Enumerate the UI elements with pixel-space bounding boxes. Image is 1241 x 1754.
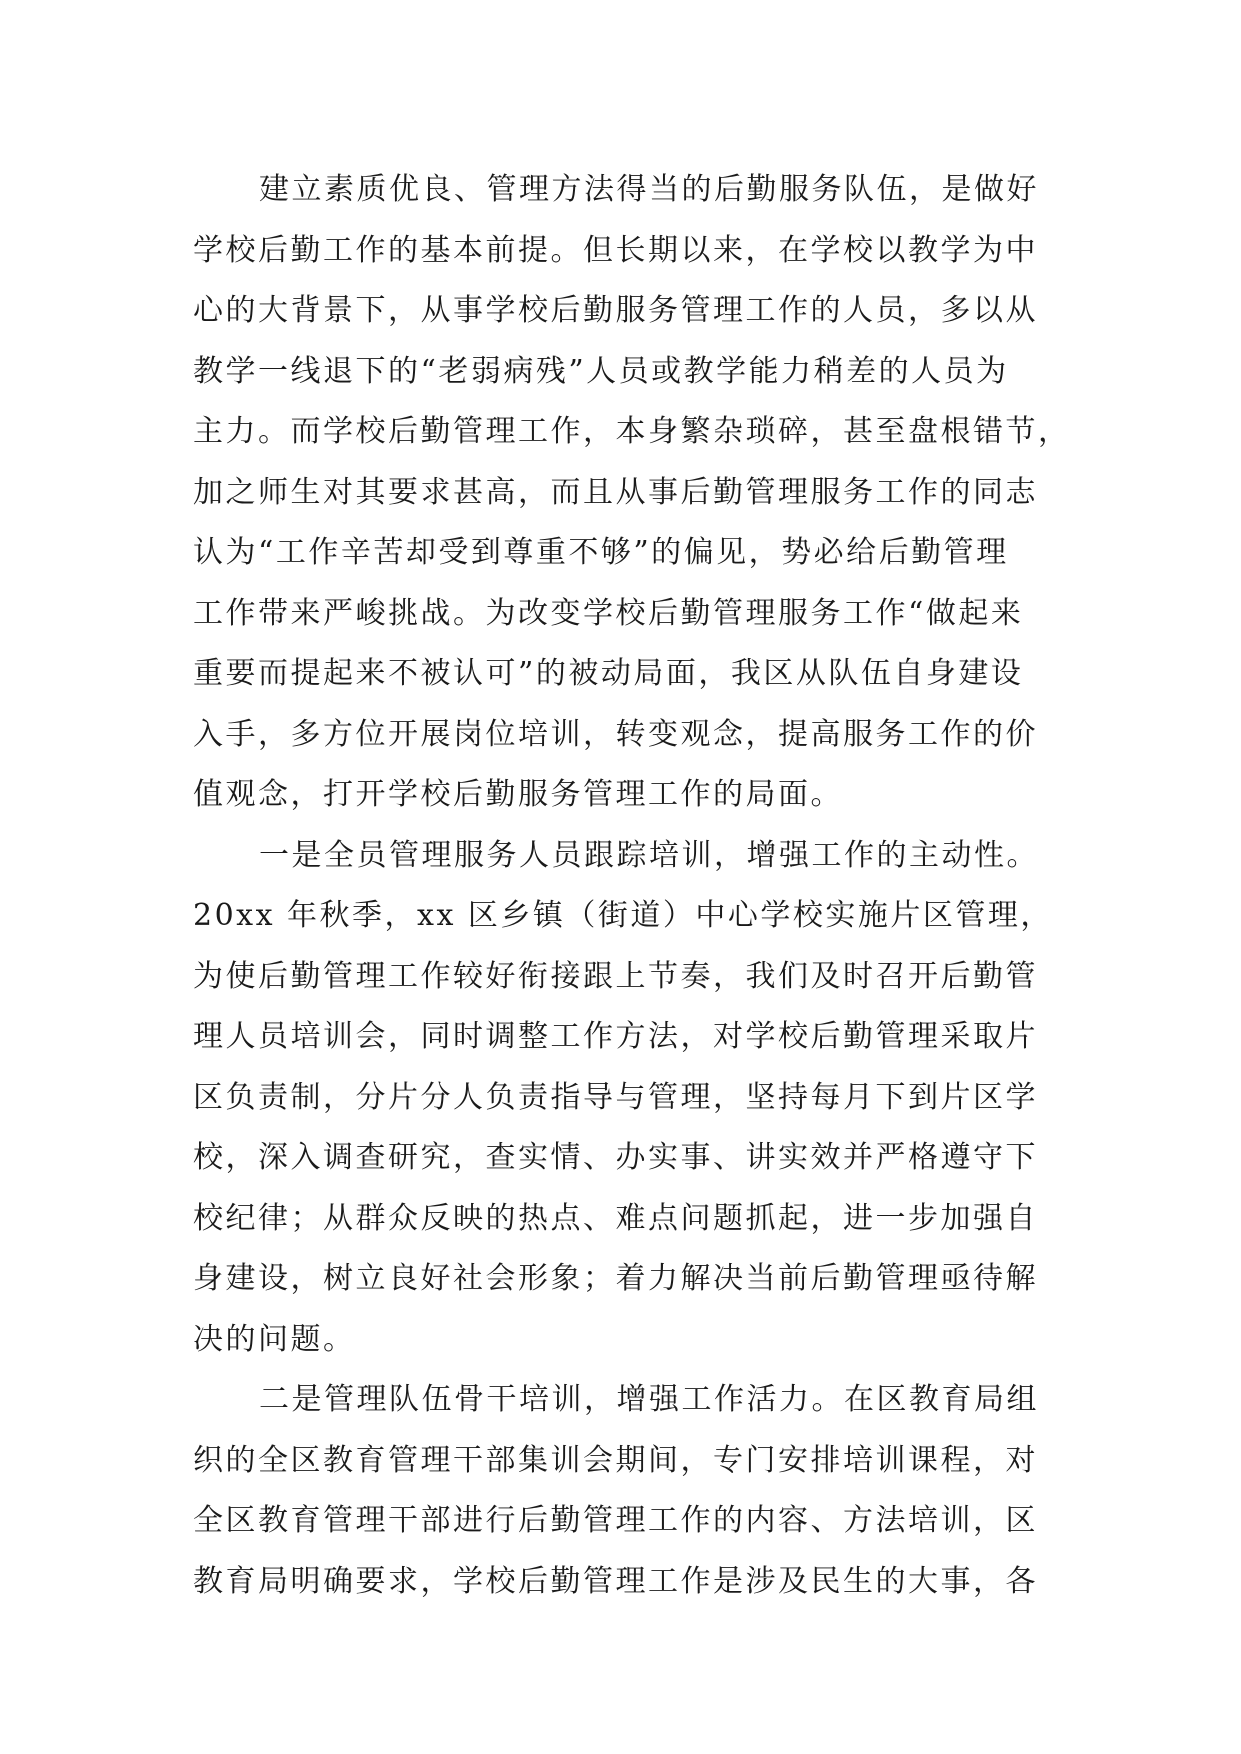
text-line: 主力。而学校后勤管理工作，本身繁杂琐碎，甚至盘根错节， — [193, 414, 1071, 449]
text-line: 20xx 年秋季，xx 区乡镇（街道）中心学校实施片区管理， — [193, 898, 1053, 933]
text-line: 一是全员管理服务人员跟踪培训，增强工作的主动性。 — [259, 837, 1039, 873]
body-text — [193, 160, 1078, 1612]
text-line: 认为“工作辛苦却受到尊重不够”的偏见，势必给后勤管理 — [193, 535, 1009, 570]
text-line: 区负责制，分片分人负责指导与管理，坚持每月下到片区学 — [193, 1079, 1038, 1115]
text-line: 学校后勤工作的基本前提。但长期以来，在学校以教学为中 — [193, 232, 1038, 268]
text-line: 理人员培训会，同时调整工作方法，对学校后勤管理采取片 — [193, 1019, 1038, 1054]
text-line: 校纪律；从群众反映的热点、难点问题抓起，进一步加强自 — [193, 1200, 1038, 1236]
text-line: 为使后勤管理工作较好衔接跟上节奏，我们及时召开后勤管 — [193, 958, 1038, 994]
text-line: 心的大背景下，从事学校后勤服务管理工作的人员，多以从 — [193, 293, 1038, 328]
text-line: 织的全区教育管理干部集训会期间，专门安排培训课程，对 — [193, 1442, 1038, 1478]
text-line: 身建设，树立良好社会形象；着力解决当前后勤管理亟待解 — [193, 1261, 1038, 1296]
text-line: 入手，多方位开展岗位培训，转变观念，提高服务工作的价 — [193, 716, 1038, 752]
text-line: 值观念，打开学校后勤服务管理工作的局面。 — [193, 777, 843, 812]
text-line: 二是管理队伍骨干培训，增强工作活力。在区教育局组 — [259, 1382, 1039, 1417]
text-line: 教学一线退下的“老弱病残”人员或教学能力稍差的人员为 — [193, 353, 1009, 389]
text-line: 全区教育管理干部进行后勤管理工作的内容、方法培训，区 — [193, 1503, 1038, 1538]
text-line: 重要而提起来不被认可”的被动局面，我区从队伍自身建设 — [193, 656, 1024, 691]
text-line: 建立素质优良、管理方法得当的后勤服务队伍，是做好 — [259, 172, 1039, 207]
text-line: 教育局明确要求，学校后勤管理工作是涉及民生的大事，各 — [193, 1563, 1038, 1599]
text-line: 加之师生对其要求甚高，而且从事后勤管理服务工作的同志 — [193, 474, 1038, 510]
text-line: 决的问题。 — [193, 1321, 356, 1357]
text-line: 工作带来严峻挑战。为改变学校后勤管理服务工作“做起来 — [193, 595, 1024, 631]
text-line: 校，深入调查研究，查实情、办实事、讲实效并严格遵守下 — [193, 1140, 1038, 1175]
